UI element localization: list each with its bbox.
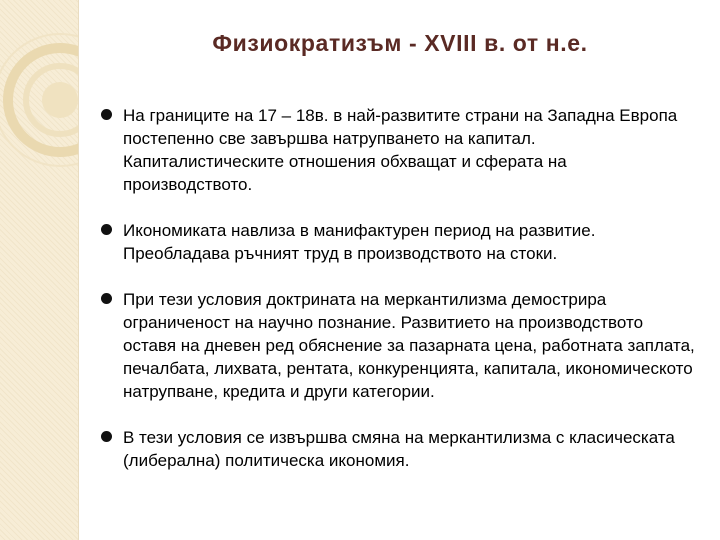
bullet-dot-icon xyxy=(101,293,112,304)
decorative-side-panel xyxy=(0,0,78,540)
bullet-list xyxy=(100,104,700,495)
bullet-dot-icon xyxy=(101,431,112,442)
bullet-item xyxy=(100,288,700,403)
bullet-dot-icon xyxy=(101,224,112,235)
slide-title: Физиократизъм - XVIII в. от н.е. xyxy=(212,30,588,56)
bullet-item xyxy=(100,104,700,196)
side-panel-divider xyxy=(78,0,79,540)
bullet-item xyxy=(100,219,700,265)
bullet-text: На границите на 17 – 18в. в най-развитите страни на Западна Европа постепенно све завършва натрупването на капитал. Капиталистическите отношения обхващат и сферата на производството. xyxy=(123,106,678,194)
bullet-dot-icon xyxy=(101,109,112,120)
bullet-item xyxy=(100,426,700,472)
concentric-circles-decoration xyxy=(0,0,78,540)
bullet-text: В тези условия се извършва смяна на меркантилизма с класическата (либерална) политическа икономия. xyxy=(123,428,675,470)
bullet-text: Икономиката навлиза в манифактурен период на развитие. Преобладава ръчният труд в производството на стоки. xyxy=(123,221,596,263)
bullet-text: При тези условия доктрината на меркантилизма демострира ограниченост на научно познание. Развитието на производството оставя на дневен ред обяснение за пазарната цена, работната заплата, печалбата, лихвата, рентата, конкуренцията, капитала, икономическото натрупване, кредита и други категории. xyxy=(123,290,695,401)
